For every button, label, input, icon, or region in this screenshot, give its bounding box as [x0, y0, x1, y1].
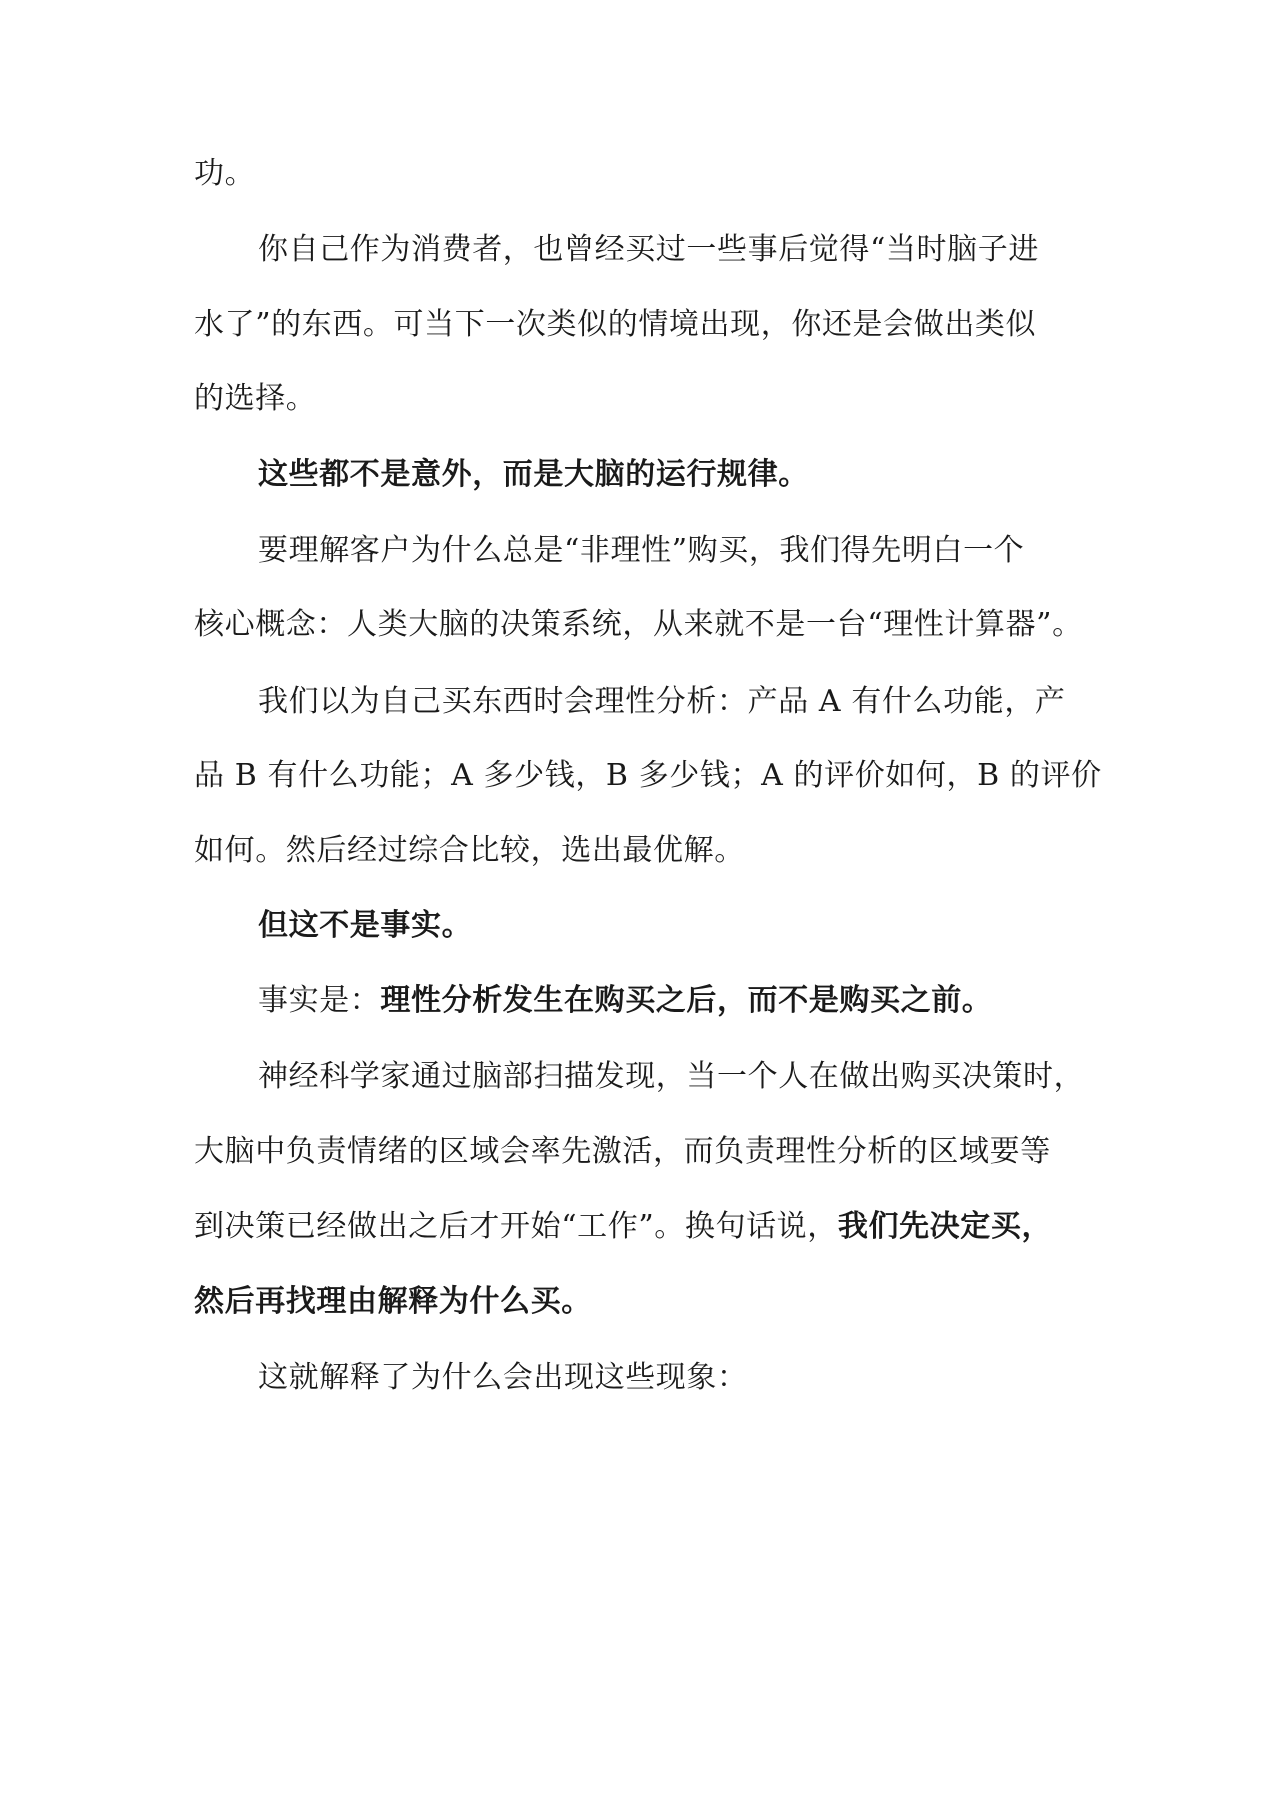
text-run: 大脑中负责情绪的区域会率先激活，而负责理性分析的区域要等 [194, 1134, 1051, 1169]
text-run: 事实是： [258, 983, 381, 1018]
text-run: 到决策已经做出之后才开始“工作”。换句话说， [194, 1209, 838, 1244]
bold-text-run: 我们先决定买， [837, 1209, 1053, 1244]
text-line [194, 1282, 592, 1322]
text-line [194, 831, 745, 871]
text-line [258, 1358, 748, 1398]
text-line [194, 379, 316, 419]
bold-text-run: 这些都不是意外，而是大脑的运行规律。 [258, 457, 809, 492]
text-run: 核心概念：人类大脑的决策系统，从来就不是一台“理性计算器”。 [194, 607, 1083, 642]
text-line [258, 230, 1039, 270]
text-run: 我们以为自己买东西时会理性分析：产品 A 有什么功能，产 [258, 684, 1066, 719]
text-run: 水了”的东西。可当下一次类似的情境出现，你还是会做出类似 [194, 307, 1037, 342]
text-line [194, 305, 1036, 345]
text-line [194, 1207, 1052, 1247]
text-run: 要理解客户为什么总是“非理性”购买，我们得先明白一个 [258, 533, 1025, 568]
text-line [258, 981, 992, 1021]
text-line [258, 682, 1066, 722]
text-line [194, 154, 255, 194]
bold-text-run: 但这不是事实。 [258, 908, 473, 943]
text-line [258, 906, 472, 946]
text-run: 功。 [194, 156, 256, 191]
text-run: 如何。然后经过综合比较，选出最优解。 [194, 833, 745, 868]
text-line [258, 531, 1024, 571]
text-run: 品 B 有什么功能；A 多少钱，B 多少钱；A 的评价如何，B 的评价 [194, 758, 1102, 793]
text-run: 的选择。 [194, 381, 317, 416]
text-line [258, 1057, 1084, 1097]
text-run: 你自己作为消费者，也曾经买过一些事后觉得“当时脑子进 [258, 232, 1039, 267]
text-line [194, 605, 1083, 645]
text-line [194, 756, 1102, 796]
text-run: 这就解释了为什么会出现这些现象： [258, 1360, 748, 1395]
text-line [194, 1132, 1051, 1172]
text-line [258, 455, 809, 495]
bold-text-run: 然后再找理由解释为什么买。 [194, 1284, 592, 1319]
bold-text-run: 理性分析发生在购买之后，而不是购买之前。 [380, 983, 993, 1018]
text-run: 神经科学家通过脑部扫描发现，当一个人在做出购买决策时， [258, 1059, 1085, 1094]
